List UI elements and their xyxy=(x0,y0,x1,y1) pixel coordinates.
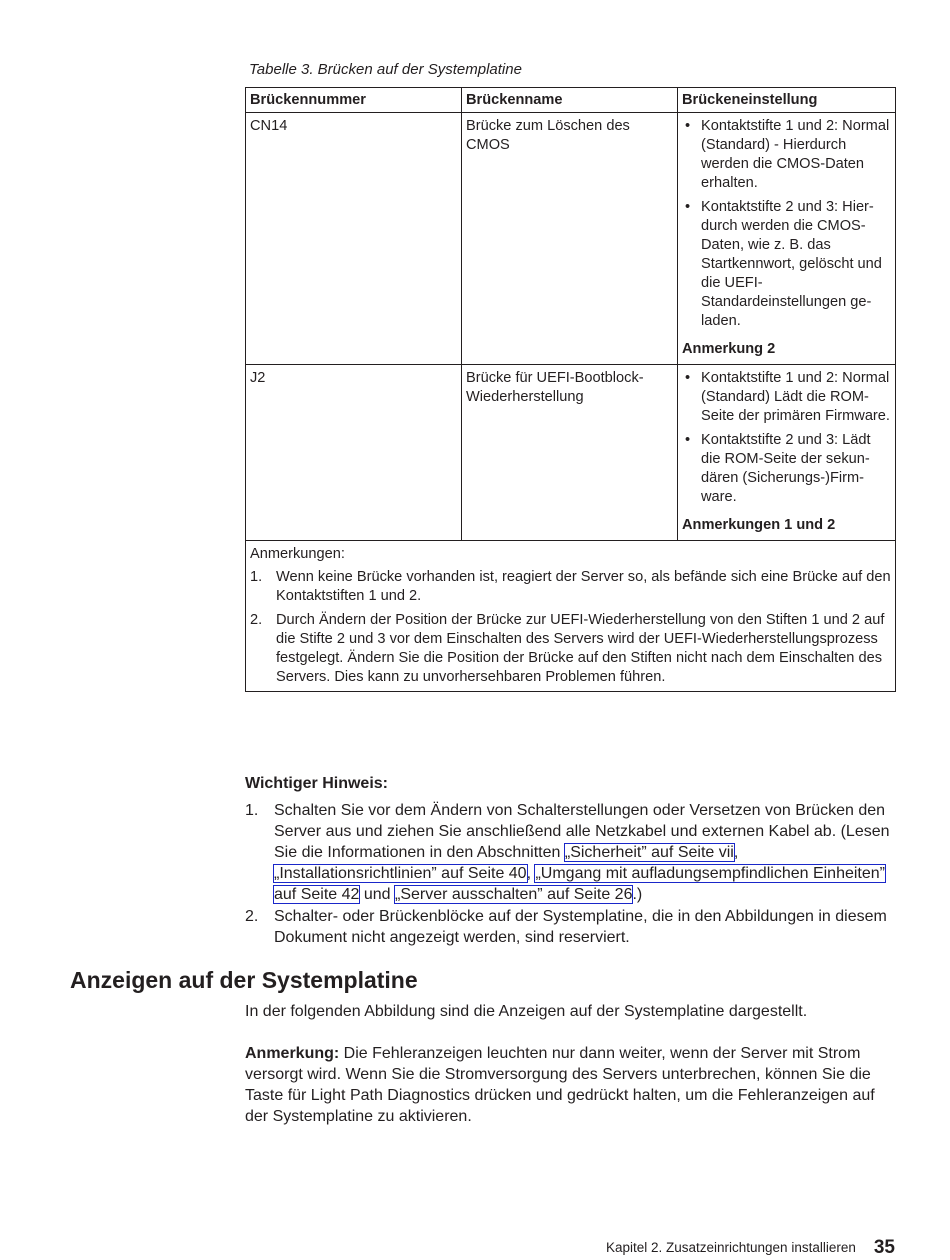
page-footer xyxy=(606,1236,895,1258)
list-number: 1. xyxy=(250,569,263,585)
note-label: Anmerkung: xyxy=(245,1045,340,1062)
section-intro: In der folgenden Abbildung sind die Anzeigen auf der Systemplatine dargestellt. xyxy=(245,1003,808,1020)
separator: .) xyxy=(632,886,643,903)
setting-note: Anmerkungen 1 und 2 xyxy=(682,517,836,533)
footer-chapter: Kapitel 2. Zusatzeinrichtungen installieren xyxy=(605,1240,856,1255)
setting-note: Anmerkung 2 xyxy=(682,341,776,357)
header-setting: Brückeneinstellung xyxy=(678,88,896,113)
notes-title: Anmerkungen: xyxy=(250,546,345,562)
list-item xyxy=(250,611,891,687)
important-note-title: Wichtiger Hinweis: xyxy=(245,775,388,792)
list-item xyxy=(245,906,895,948)
bullet-icon: • xyxy=(685,370,691,386)
link-installation-guidelines[interactable]: „Installationsrichtlinien” auf Seite 40 xyxy=(274,865,527,882)
list-item xyxy=(250,568,891,606)
list-number: 2. xyxy=(245,908,259,925)
page-number: 35 xyxy=(873,1237,895,1258)
list-item xyxy=(682,369,891,426)
link-static-sensitive-devices[interactable]: „Umgang mit aufladungsempfindlichen Einheiten” auf Seite 42 xyxy=(274,865,885,903)
jumper-table xyxy=(245,87,896,692)
note-text: Wenn keine Brücke vorhanden ist, reagiert der Server so, als befände sich eine Brücke auf den Kontaktstiften 1 und 2. xyxy=(276,569,891,604)
jumper-name: Brücke zum Löschen des CMOS xyxy=(466,118,630,153)
setting-text: Kontaktstifte 1 und 2: Normal (Standard) - Hierdurch werden die CMOS-Daten erhalten. xyxy=(701,118,890,191)
table-notes-row xyxy=(246,541,896,692)
link-safety[interactable]: „Sicherheit” auf Seite vii xyxy=(564,844,734,861)
table-caption: Tabelle 3. Brücken auf der Systemplatine xyxy=(249,61,522,78)
table-row xyxy=(246,365,896,541)
list-item xyxy=(682,117,891,193)
setting-text: Kontaktstifte 2 und 3: Lädt die ROM-Seite der sekundären (Sicherungs-)Firmware. xyxy=(701,432,871,505)
important-note-list xyxy=(245,800,895,949)
table-header-row xyxy=(246,88,896,113)
bullet-icon: • xyxy=(685,432,691,448)
table-row xyxy=(246,113,896,365)
jumper-name: Brücke für UEFI-Bootblock-Wiederherstellung xyxy=(466,370,644,405)
section-heading: Anzeigen auf der Systemplatine xyxy=(70,967,418,993)
list-item xyxy=(682,431,891,507)
list-number: 2. xyxy=(250,612,263,628)
list-number: 1. xyxy=(245,802,259,819)
note-body: Die Fehleranzeigen leuchten nur dann weiter, wenn der Server mit Strom versorgt wird. Wenn Sie die Stromversorgung des Servers unterbrechen, können Sie die Taste für Light Path Diagnostics drücken und gedrückt halten, um die Fehleranzeigen auf der Systemplatine zu aktivieren. xyxy=(245,1045,875,1125)
jumper-number: CN14 xyxy=(250,118,288,134)
header-number: Brückennummer xyxy=(246,88,462,113)
hint-text: Schalten Sie vor dem Ändern von Schalterstellungen oder Versetzen von Brücken den Server aus und ziehen Sie anschließend alle Netzkabel und externen Kabel ab. (Lesen Sie die Informationen in den Abschnitten xyxy=(274,802,890,861)
setting-text: Kontaktstifte 1 und 2: Normal (Standard) Lädt die ROM-Seite der primären Firmware. xyxy=(701,370,890,424)
jumper-number: J2 xyxy=(250,370,266,386)
separator: und xyxy=(359,886,395,903)
bullet-icon: • xyxy=(685,118,691,134)
bullet-icon: • xyxy=(685,199,691,215)
list-item xyxy=(245,800,895,905)
setting-text: Kontaktstifte 2 und 3: Hierdurch werden die CMOS-Daten, wie z. B. das Startkennwort, gelöscht und die UEFI-Standardeinstellungen geladen. xyxy=(701,199,882,329)
separator: , xyxy=(526,865,536,882)
list-item xyxy=(682,198,891,331)
note-text: Durch Ändern der Position der Brücke zur UEFI-Wiederherstellung von den Stiften 1 und 2 auf die Stifte 2 und 3 vor dem Einschalten des Servers wird der UEFI-Wiederherstellungsprozess festgelegt. Ändern Sie die Position der Brücke auf den Stiften nicht nach dem Einschalten des Servers. Dies kann zu unvorhersehbaren Problemen führen. xyxy=(276,612,885,685)
header-name: Brückenname xyxy=(462,88,678,113)
hint-text: Schalter- oder Brückenblöcke auf der Systemplatine, die in den Abbildungen in diesem Dokument nicht angezeigt werden, sind reserviert. xyxy=(274,908,887,946)
separator: , xyxy=(733,844,739,861)
section-note xyxy=(245,1043,895,1127)
link-turn-off-server[interactable]: „Server ausschalten” auf Seite 26 xyxy=(395,886,633,903)
